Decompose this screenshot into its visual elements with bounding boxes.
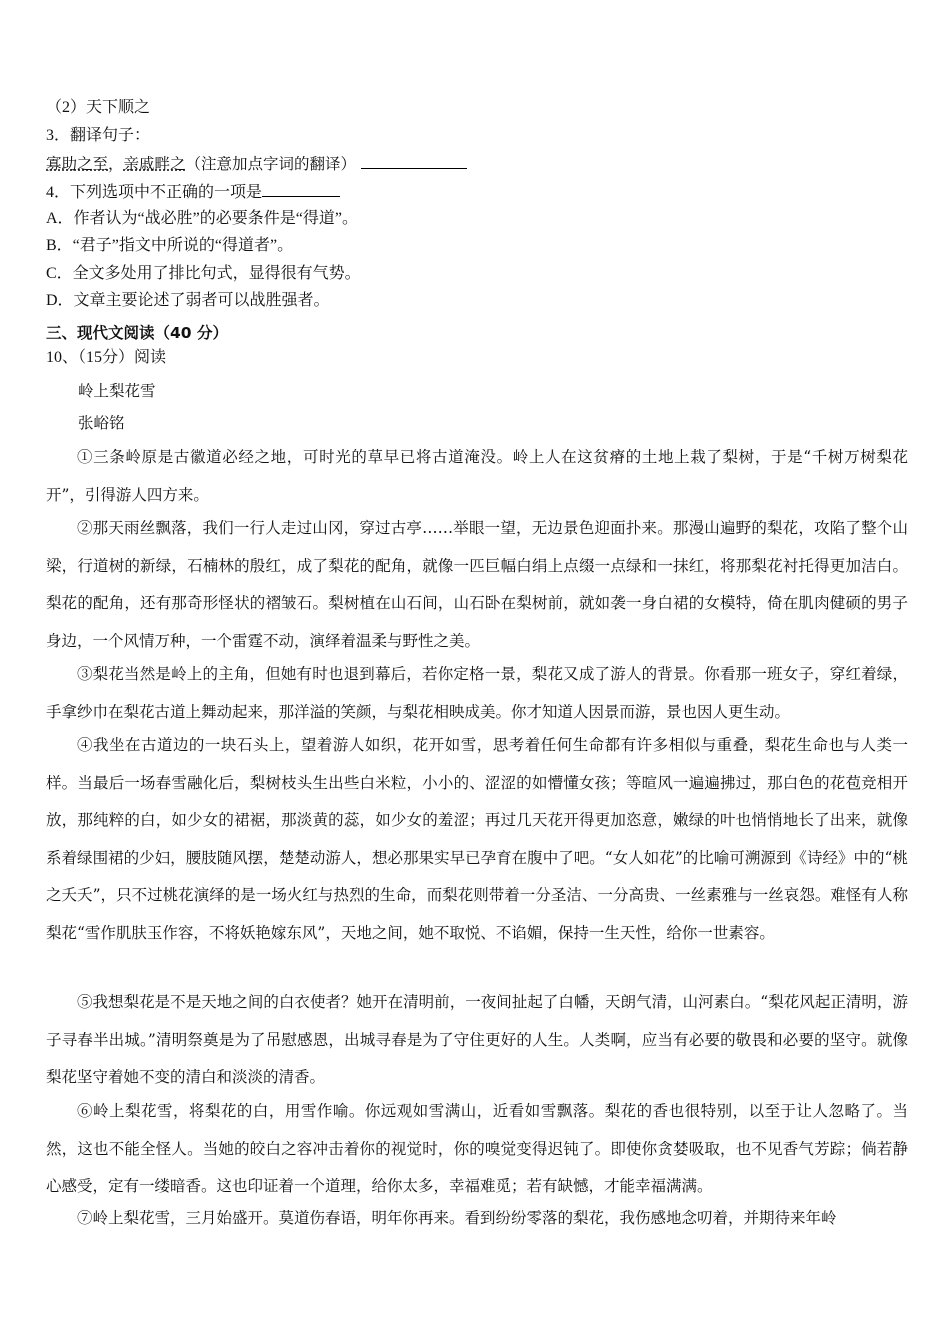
article-paragraph-7: ⑦岭上梨花雪，三月始盛开。莫道伤春语，明年你再来。看到纷纷零落的梨花，我伤感地念叨着，并期待来年岭 [77,1209,837,1227]
q3-comma: ， [108,155,124,173]
q4-option-a: A．作者认为“战必胜”的必要条件是“得道”。 [46,210,358,227]
q4-label: 4．下列选项中不正确的一项是 [46,184,263,201]
article-paragraph-2: ②那天雨丝飘落，我们一行人走过山冈，穿过古亭……举眼一望，无边景色迎面扑来。那漫山遍野的梨花，攻陷了整个山梁，行道树的新绿，石楠林的殷红，成了梨花的配角，就像一匹巨幅白绢上点缀一点绿和一抹红，将那梨花衬托得更加洁白。梨花的配角，还有那奇形怪状的褶皱石。梨树植在山石间，山石卧在梨树前，就如袭一身白裙的女模特，倚在肌肉健硕的男子身边，一个风情万种，一个雷霆不动，演绎着温柔与野性之美。 [46,519,908,650]
q3-sentence-b: 亲戚畔之 [123,155,186,173]
q3-sentence-a: 寡助之至 [46,155,109,173]
article-paragraph-6: ⑥岭上梨花雪，将梨花的白，用雪作喻。你远观如雪满山，近看如雪飘落。梨花的香也很特别，以至于让人忽略了。当然，这也不能全怪人。当她的皎白之容冲击着你的视觉时，你的嗅觉变得迟钝了。即使你贪婪吸取，也不见香气芳踪；倘若静心感受，定有一缕暗香。这也印证着一个道理，给你太多，幸福难觅；若有缺憾，才能幸福满满。 [46,1102,908,1195]
q4-answer-blank[interactable] [262,180,340,197]
q3-sentence [46,152,467,175]
q10-label: 10、（15分）阅读 [46,349,167,366]
q4-option-c: C．全文多处用了排比句式，显得很有气势。 [46,265,361,282]
q3-answer-blank[interactable] [361,152,467,169]
section-heading: 三、现代文阅读（40 分） [46,324,228,342]
article-paragraph-3: ③梨花当然是岭上的主角，但她有时也退到幕后，若你定格一景，梨花又成了游人的背景。你看那一班女子，穿红着绿，手拿纱巾在梨花古道上舞动起来，那洋溢的笑颜，与梨花相映成美。你才知道人因景而游，景也因人更生动。 [46,665,908,721]
article-paragraph-1: ①三条岭原是古徽道必经之地，可时光的草早已将古道淹没。岭上人在这贫瘠的土地上栽了梨树，于是“千树万树梨花开”，引得游人四方来。 [46,448,908,504]
q4-option-b: B．“君子”指文中所说的“得道者”。 [46,237,294,254]
q3-note: （注意加点字词的翻译） [185,155,357,173]
q4-question [46,180,340,204]
article-paragraph-5: ⑤我想梨花是不是天地之间的白衣使者？她开在清明前，一夜间扯起了白幡，天朗气清，山河素白。“梨花风起正清明，游子寻春半出城。”清明祭奠是为了吊慰感恩，出城寻春是为了守住更好的人生。人类啊，应当有必要的敬畏和必要的坚守。就像梨花坚守着她不变的清白和淡淡的清香。 [46,993,908,1086]
q2-item: （2）天下顺之 [46,99,151,116]
article-paragraph-4: ④我坐在古道边的一块石头上，望着游人如织，花开如雪，思考着任何生命都有许多相似与重叠，梨花生命也与人类一样。当最后一场春雪融化后，梨树枝头生出些白米粒，小小的、涩涩的如懵懂女孩；等暄风一遍遍拂过，那白色的花苞竞相开放，那纯粹的白，如少女的裙裾，那淡黄的蕊，如少女的羞涩；再过几天花开得更加恣意，嫩绿的叶也悄悄地长了出来，就像系着绿围裙的少妇，腰肢随风摆，楚楚动游人，想必那果实早已孕育在腹中了吧。“女人如花”的比喻可溯源到《诗经》中的“桃之夭夭”，只不过桃花演绎的是一场火红与热烈的生命，而梨花则带着一分圣洁、一分高贵、一丝素雅与一丝哀怨。难怪有人称梨花“雪作肌肤玉作容，不将妖艳嫁东风”，天地之间，她不取悦、不谄媚，保持一生天性，给你一世素容。 [46,736,908,942]
article-author: 张峪铭 [78,414,125,432]
q4-option-d: D．文章主要论述了弱者可以战胜强者。 [46,292,330,309]
article-title: 岭上梨花雪 [78,382,156,400]
q3-label: 3．翻译句子： [46,127,151,144]
